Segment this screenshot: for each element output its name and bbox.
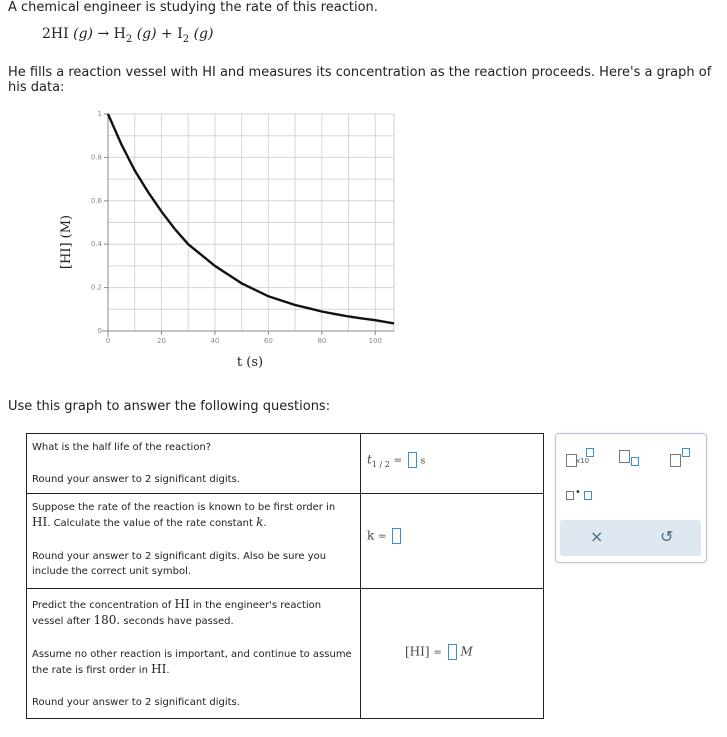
question-cell: What is the half life of the reaction? Round your answer to 2 significant digits. [27,434,361,494]
description-text: He fills a reaction vessel with HI and measures its concentration as the reaction proceeds. Here's a graph of his data: [8,65,712,95]
y-axis-label: [HI] (M) [59,214,74,270]
y-tick-label: 0.2 [90,283,102,292]
question-cell: Suppose the rate of the reaction is known to be first order in HI. Calculate the value of the rate constant k. Round your answer to 2 significant digits. Also be sure you include the correct unit symbol. [27,494,361,589]
rate-constant-input[interactable] [392,528,401,544]
y-tick-label: 0 [97,327,102,335]
x-tick-label: 60 [263,337,273,345]
y-tick-label: 0.6 [90,196,102,205]
instructions-text: Use this graph to answer the following questions: [8,399,331,414]
question-row [27,589,544,719]
question-row [27,434,544,494]
half-life-input[interactable] [408,452,417,468]
y-tick-label: 0.4 [90,240,102,249]
x-tick-label: 40 [210,337,220,345]
question-table [26,433,544,719]
intro-text: A chemical engineer is studying the rate of this reaction. [8,0,378,15]
question-row [27,494,544,589]
x-tick-label: 100 [368,337,382,345]
x-tick-label: 80 [317,337,327,345]
concentration-input[interactable] [448,644,457,660]
subscript-button[interactable] [619,448,643,468]
scientific-notation-button[interactable]: x10 [564,448,594,468]
answer-cell: k = [361,494,544,589]
y-tick-label: 0.8 [90,153,102,162]
x-tick-label: 0 [105,337,111,345]
y-tick-label: 1 [97,110,102,118]
chart-grid [108,114,394,331]
x-axis-label: t (s) [236,355,264,370]
concentration-chart [40,100,410,380]
clear-icon[interactable]: × [590,527,604,546]
answer-cell: $t_{1 / 2} = s$ [361,434,544,494]
action-bar [560,520,701,556]
math-toolbar [555,433,707,563]
undo-icon[interactable]: ↺ [660,527,674,546]
reaction-equation: 2HI $(g) \to H_2$ $(g) + I_2$ (g) [42,26,214,45]
arrow-icon: → [97,26,110,42]
answer-cell: [HI] = M [361,589,544,719]
superscript-button[interactable] [670,448,694,468]
question-cell: Predict the concentration of HI in the engineer's reaction vessel after 180. seconds have passed. Assume no other reaction is important, and continue to assume the rate is first order in HI. Round your answer to 2 significant digits. [27,589,361,719]
x-tick-label: 20 [156,337,166,345]
multiply-dot-button[interactable]: • [566,489,596,505]
